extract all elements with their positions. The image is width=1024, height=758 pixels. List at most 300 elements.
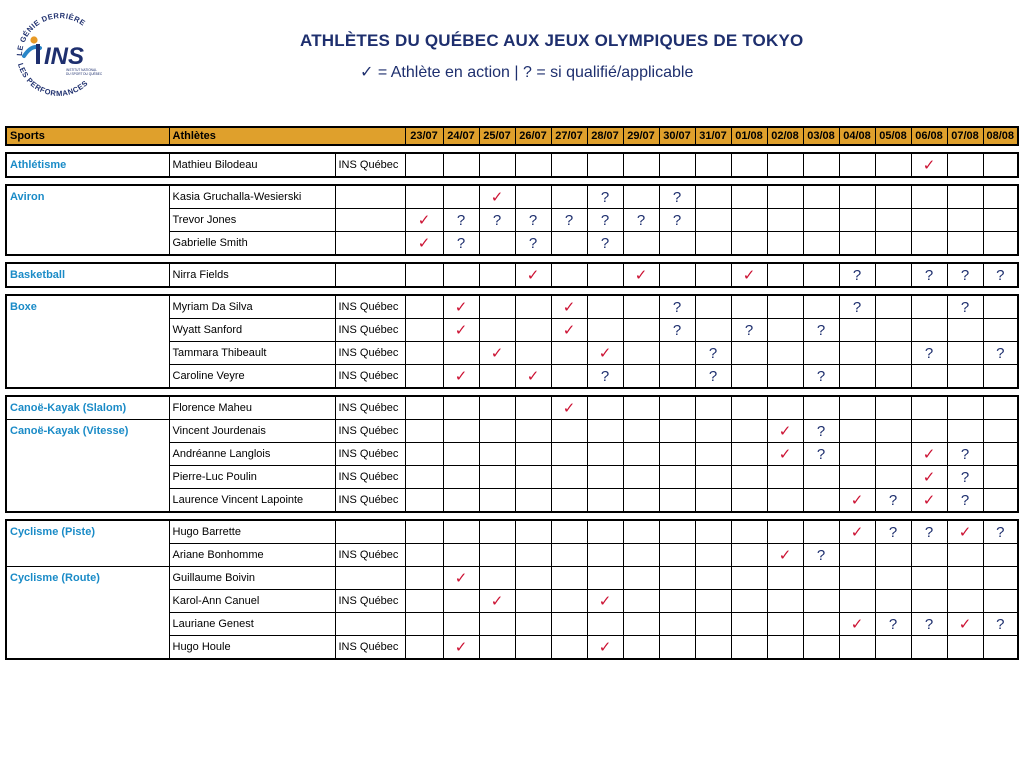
day-cell: [911, 295, 947, 319]
day-cell: [587, 396, 623, 420]
athlete-cell: Hugo Houle: [169, 636, 335, 660]
day-cell: [587, 567, 623, 590]
day-cell: [839, 420, 875, 443]
day-cell: [875, 295, 911, 319]
day-cell: [911, 443, 947, 466]
day-cell: [947, 466, 983, 489]
athlete-cell: Tammara Thibeault: [169, 342, 335, 365]
check-icon: ✓: [958, 615, 972, 633]
day-cell: [479, 342, 515, 365]
header-date: 30/07: [659, 127, 695, 145]
question-mark: ?: [960, 468, 970, 486]
sport-cell: Basketball: [6, 263, 169, 287]
check-icon: ✓: [922, 491, 936, 509]
day-cell: [983, 466, 1018, 489]
day-cell: [515, 342, 551, 365]
question-mark: ?: [672, 321, 682, 339]
day-cell: [695, 636, 731, 660]
check-icon: ✓: [922, 468, 936, 486]
day-cell: [515, 319, 551, 342]
day-cell: [767, 342, 803, 365]
table-row: [6, 319, 1018, 342]
day-cell: [551, 520, 587, 544]
day-cell: [875, 185, 911, 209]
day-cell: [479, 185, 515, 209]
day-cell: [479, 263, 515, 287]
day-cell: [405, 342, 443, 365]
day-cell: [405, 209, 443, 232]
day-cell: [983, 209, 1018, 232]
question-mark: ?: [816, 321, 826, 339]
day-cell: [911, 209, 947, 232]
day-cell: [947, 319, 983, 342]
header-sports: Sports: [6, 127, 169, 145]
check-icon: ✓: [490, 592, 504, 610]
day-cell: [947, 396, 983, 420]
check-icon: ✓: [778, 445, 792, 463]
table-row: [6, 636, 1018, 660]
day-cell: [659, 263, 695, 287]
day-cell: [731, 613, 767, 636]
table-row: [6, 185, 1018, 209]
day-cell: [551, 185, 587, 209]
question-mark: ?: [924, 523, 934, 541]
day-cell: [839, 209, 875, 232]
day-cell: [803, 295, 839, 319]
day-cell: [947, 489, 983, 513]
spacer-cell: [6, 255, 1018, 263]
day-cell: [767, 365, 803, 389]
question-mark: ?: [672, 211, 682, 229]
day-cell: [405, 567, 443, 590]
day-cell: [515, 567, 551, 590]
day-cell: [659, 590, 695, 613]
day-cell: [767, 489, 803, 513]
table-row: [6, 567, 1018, 590]
header-row: [6, 127, 1018, 145]
day-cell: [659, 567, 695, 590]
day-cell: [983, 489, 1018, 513]
header-athletes: Athlètes: [169, 127, 405, 145]
header-date: 26/07: [515, 127, 551, 145]
day-cell: [623, 295, 659, 319]
day-cell: [623, 365, 659, 389]
day-cell: [911, 232, 947, 256]
day-cell: [767, 466, 803, 489]
day-cell: [767, 567, 803, 590]
day-cell: [983, 544, 1018, 567]
day-cell: [443, 396, 479, 420]
athlete-cell: Florence Maheu: [169, 396, 335, 420]
day-cell: [875, 590, 911, 613]
day-cell: [947, 613, 983, 636]
day-cell: [587, 342, 623, 365]
logo-top-text: LE GÉNIE DERRIÈRE: [14, 11, 88, 57]
question-mark: ?: [996, 344, 1005, 362]
question-mark: ?: [924, 344, 934, 362]
day-cell: [695, 209, 731, 232]
day-cell: [839, 520, 875, 544]
sport-cell: [6, 489, 169, 513]
day-cell: [479, 365, 515, 389]
day-cell: [479, 466, 515, 489]
day-cell: [405, 185, 443, 209]
day-cell: [947, 567, 983, 590]
table-row: [6, 544, 1018, 567]
day-cell: [551, 153, 587, 177]
day-cell: [551, 489, 587, 513]
schedule-table: [5, 126, 1019, 660]
day-cell: [875, 365, 911, 389]
day-cell: [947, 185, 983, 209]
day-cell: [731, 466, 767, 489]
day-cell: [587, 590, 623, 613]
table-row: [6, 420, 1018, 443]
day-cell: [839, 466, 875, 489]
day-cell: [875, 342, 911, 365]
day-cell: [695, 520, 731, 544]
day-cell: [443, 263, 479, 287]
day-cell: [839, 613, 875, 636]
athlete-cell: Lauriane Genest: [169, 613, 335, 636]
day-cell: [479, 295, 515, 319]
athlete-cell: Laurence Vincent Lapointe: [169, 489, 335, 513]
day-cell: [515, 613, 551, 636]
day-cell: [947, 295, 983, 319]
day-cell: [767, 544, 803, 567]
check-icon: ✓: [850, 491, 864, 509]
day-cell: [983, 567, 1018, 590]
day-cell: [659, 295, 695, 319]
day-cell: [947, 544, 983, 567]
org-cell: [335, 232, 405, 256]
day-cell: [623, 153, 659, 177]
day-cell: [515, 520, 551, 544]
day-cell: [695, 567, 731, 590]
day-cell: [731, 489, 767, 513]
athlete-cell: Hugo Barrette: [169, 520, 335, 544]
athlete-cell: Andréanne Langlois: [169, 443, 335, 466]
question-mark: ?: [996, 266, 1005, 284]
question-mark: ?: [672, 298, 682, 316]
day-cell: [587, 153, 623, 177]
day-cell: [947, 365, 983, 389]
org-cell: INS Québec: [335, 636, 405, 660]
day-cell: [983, 365, 1018, 389]
header-date: 29/07: [623, 127, 659, 145]
check-icon: ✓: [598, 638, 612, 656]
day-cell: [911, 263, 947, 287]
day-cell: [803, 420, 839, 443]
day-cell: [875, 544, 911, 567]
day-cell: [767, 263, 803, 287]
day-cell: [623, 567, 659, 590]
question-mark: ?: [960, 266, 970, 284]
day-cell: [479, 489, 515, 513]
question-mark: ?: [996, 523, 1005, 541]
day-cell: [623, 342, 659, 365]
day-cell: [767, 520, 803, 544]
day-cell: [803, 365, 839, 389]
athlete-cell: Wyatt Sanford: [169, 319, 335, 342]
question-mark: ?: [708, 367, 718, 385]
day-cell: [479, 153, 515, 177]
day-cell: [443, 590, 479, 613]
day-cell: [731, 520, 767, 544]
day-cell: [659, 544, 695, 567]
day-cell: [803, 263, 839, 287]
day-cell: [405, 153, 443, 177]
day-cell: [551, 590, 587, 613]
day-cell: [405, 396, 443, 420]
day-cell: [983, 185, 1018, 209]
day-cell: [767, 590, 803, 613]
day-cell: [659, 319, 695, 342]
day-cell: [405, 520, 443, 544]
day-cell: [839, 342, 875, 365]
athlete-cell: Kasia Gruchalla-Wesierski: [169, 185, 335, 209]
org-cell: INS Québec: [335, 365, 405, 389]
question-mark: ?: [636, 211, 646, 229]
athlete-cell: Trevor Jones: [169, 209, 335, 232]
check-icon: ✓: [526, 367, 540, 385]
header-date: 27/07: [551, 127, 587, 145]
header-date: 08/08: [983, 127, 1018, 145]
day-cell: [731, 636, 767, 660]
question-mark: ?: [456, 234, 466, 252]
header-date: 28/07: [587, 127, 623, 145]
day-cell: [983, 263, 1018, 287]
day-cell: [911, 520, 947, 544]
athlete-cell: Myriam Da Silva: [169, 295, 335, 319]
sport-cell: [6, 365, 169, 389]
check-icon: ✓: [742, 266, 756, 284]
day-cell: [803, 153, 839, 177]
sport-cell: Canoë-Kayak (Vitesse): [6, 420, 169, 443]
header-date: 03/08: [803, 127, 839, 145]
sport-cell: [6, 613, 169, 636]
day-cell: [731, 185, 767, 209]
day-cell: [839, 319, 875, 342]
day-cell: [515, 153, 551, 177]
check-icon: ✓: [454, 569, 468, 587]
day-cell: [983, 319, 1018, 342]
table-row: [6, 232, 1018, 256]
day-cell: [659, 209, 695, 232]
day-cell: [695, 153, 731, 177]
day-cell: [983, 420, 1018, 443]
group-spacer: [6, 145, 1018, 153]
question-mark: ?: [852, 298, 862, 316]
check-icon: ✓: [562, 298, 576, 316]
day-cell: [731, 443, 767, 466]
day-cell: [551, 209, 587, 232]
day-cell: [695, 295, 731, 319]
day-cell: [443, 466, 479, 489]
day-cell: [695, 185, 731, 209]
day-cell: [659, 520, 695, 544]
question-mark: ?: [888, 523, 898, 541]
question-mark: ?: [960, 445, 970, 463]
org-cell: INS Québec: [335, 295, 405, 319]
day-cell: [551, 396, 587, 420]
day-cell: [875, 636, 911, 660]
day-cell: [443, 295, 479, 319]
day-cell: [515, 590, 551, 613]
table-row: [6, 590, 1018, 613]
day-cell: [695, 466, 731, 489]
day-cell: [587, 466, 623, 489]
day-cell: [587, 636, 623, 660]
question-mark: ?: [708, 344, 718, 362]
day-cell: [443, 365, 479, 389]
day-cell: [839, 295, 875, 319]
day-cell: [947, 153, 983, 177]
day-cell: [695, 319, 731, 342]
day-cell: [659, 489, 695, 513]
day-cell: [983, 590, 1018, 613]
day-cell: [551, 295, 587, 319]
day-cell: [443, 232, 479, 256]
header-date: 05/08: [875, 127, 911, 145]
table-row: [6, 209, 1018, 232]
day-cell: [479, 396, 515, 420]
day-cell: [443, 342, 479, 365]
day-cell: [659, 396, 695, 420]
day-cell: [911, 544, 947, 567]
table-row: [6, 295, 1018, 319]
day-cell: [839, 443, 875, 466]
day-cell: [623, 590, 659, 613]
group-spacer: [6, 177, 1018, 185]
day-cell: [803, 590, 839, 613]
day-cell: [659, 342, 695, 365]
day-cell: [839, 489, 875, 513]
day-cell: [875, 489, 911, 513]
check-icon: ✓: [778, 422, 792, 440]
day-cell: [695, 232, 731, 256]
day-cell: [803, 636, 839, 660]
org-cell: INS Québec: [335, 420, 405, 443]
day-cell: [443, 636, 479, 660]
logo-bottom-text: LES PERFORMANCES: [16, 61, 90, 98]
day-cell: [731, 590, 767, 613]
day-cell: [731, 295, 767, 319]
day-cell: [983, 153, 1018, 177]
check-icon: ✓: [490, 188, 504, 206]
day-cell: [875, 153, 911, 177]
day-cell: [983, 636, 1018, 660]
athlete-cell: Karol-Ann Canuel: [169, 590, 335, 613]
day-cell: [875, 520, 911, 544]
check-icon: ✓: [526, 266, 540, 284]
day-cell: [405, 365, 443, 389]
header-date: 31/07: [695, 127, 731, 145]
day-cell: [983, 232, 1018, 256]
day-cell: [587, 319, 623, 342]
question-mark: ?: [816, 546, 826, 564]
day-cell: [947, 342, 983, 365]
day-cell: [767, 443, 803, 466]
day-cell: [443, 613, 479, 636]
day-cell: [587, 263, 623, 287]
day-cell: [405, 295, 443, 319]
question-mark: ?: [960, 298, 970, 316]
day-cell: [875, 396, 911, 420]
day-cell: [695, 590, 731, 613]
day-cell: [911, 567, 947, 590]
day-cell: [911, 342, 947, 365]
spacer-cell: [6, 512, 1018, 520]
table-row: [6, 466, 1018, 489]
day-cell: [405, 613, 443, 636]
spacer-cell: [6, 388, 1018, 396]
day-cell: [659, 636, 695, 660]
day-cell: [443, 153, 479, 177]
org-cell: INS Québec: [335, 153, 405, 177]
day-cell: [587, 544, 623, 567]
org-cell: [335, 209, 405, 232]
sport-cell: [6, 590, 169, 613]
day-cell: [623, 209, 659, 232]
day-cell: [659, 365, 695, 389]
table-row: [6, 520, 1018, 544]
sport-cell: [6, 443, 169, 466]
day-cell: [839, 636, 875, 660]
question-mark: ?: [528, 211, 538, 229]
day-cell: [551, 342, 587, 365]
athlete-cell: Ariane Bonhomme: [169, 544, 335, 567]
day-cell: [875, 567, 911, 590]
day-cell: [767, 396, 803, 420]
day-cell: [839, 153, 875, 177]
day-cell: [443, 489, 479, 513]
day-cell: [587, 520, 623, 544]
question-mark: ?: [564, 211, 574, 229]
day-cell: [983, 520, 1018, 544]
day-cell: [443, 520, 479, 544]
day-cell: [731, 420, 767, 443]
day-cell: [839, 396, 875, 420]
check-icon: ✓: [850, 615, 864, 633]
day-cell: [767, 153, 803, 177]
day-cell: [731, 153, 767, 177]
day-cell: [405, 489, 443, 513]
question-mark: ?: [816, 367, 826, 385]
header-date: 02/08: [767, 127, 803, 145]
day-cell: [839, 185, 875, 209]
day-cell: [515, 396, 551, 420]
day-cell: [767, 613, 803, 636]
day-cell: [551, 613, 587, 636]
header-date: 07/08: [947, 127, 983, 145]
check-icon: ✓: [634, 266, 648, 284]
day-cell: [405, 420, 443, 443]
athlete-cell: Caroline Veyre: [169, 365, 335, 389]
sport-cell: [6, 232, 169, 256]
day-cell: [767, 232, 803, 256]
day-cell: [803, 613, 839, 636]
day-cell: [659, 613, 695, 636]
header-date: 25/07: [479, 127, 515, 145]
day-cell: [875, 420, 911, 443]
day-cell: [803, 567, 839, 590]
day-cell: [947, 209, 983, 232]
question-mark: ?: [888, 615, 898, 633]
day-cell: [659, 232, 695, 256]
day-cell: [515, 489, 551, 513]
athlete-cell: Pierre-Luc Poulin: [169, 466, 335, 489]
